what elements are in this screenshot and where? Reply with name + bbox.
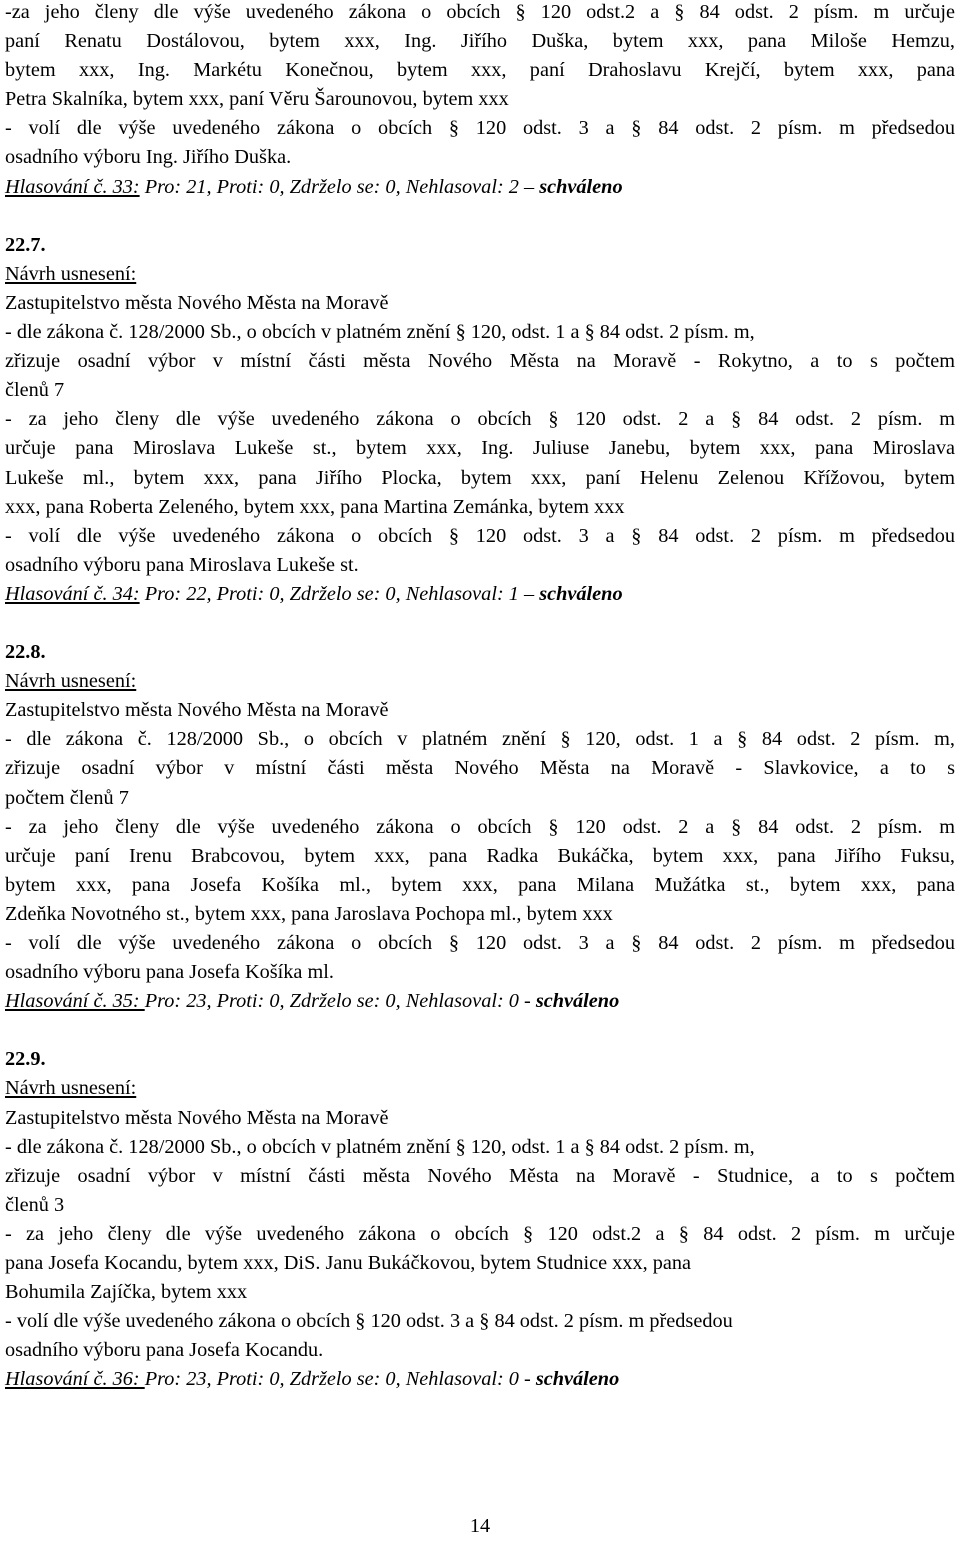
vote-label: Hlasování č. 36: xyxy=(5,1368,145,1391)
text-line: Zastupitelstvo města Nového Města na Moravě xyxy=(5,291,389,314)
text-line: xxx, pana Roberta Zeleného, bytem xxx, pana Martina Zemánka, bytem xxx xyxy=(5,495,625,518)
text-line: osadního výboru pana Josefa Kocandu. xyxy=(5,1339,324,1362)
text-line: - dle zákona č. 128/2000 Sb., o obcích v platném znění § 120, odst. 1 a § 84 odst. 2 písm. m, xyxy=(5,1135,755,1158)
text-line: pana Josefa Kocandu, bytem xxx, DiS. Janu Bukáčkovou, bytem Studnice xxx, pana xyxy=(5,1252,692,1275)
section-number: 22.9. xyxy=(5,1048,46,1071)
proposal-label: Návrh usnesení: xyxy=(5,1077,137,1100)
text-line: Zastupitelstvo města Nového Města na Moravě xyxy=(5,1106,389,1129)
vote-result xyxy=(5,987,955,1016)
vote-label: Hlasování č. 33: xyxy=(5,175,140,198)
vote-label: Hlasování č. 35: xyxy=(5,990,145,1013)
resolution-section xyxy=(5,638,955,1016)
text-line: určuje pana Miroslava Lukeše st., bytem xxx, Ing. Juliuse Janebu, bytem xxx, pana Miroslava xyxy=(5,437,955,460)
document-page xyxy=(5,0,955,1395)
vote-label: Hlasování č. 34: xyxy=(5,582,140,605)
text-line: členů 3 xyxy=(5,1193,65,1216)
text-line: - volí dle výše uvedeného zákona o obcích § 120 odst. 3 a § 84 odst. 2 písm. m předsedou xyxy=(5,117,955,140)
text-line: členů 7 xyxy=(5,379,65,402)
vote-outcome: schváleno xyxy=(539,175,623,198)
page-number: 14 xyxy=(469,1515,491,1537)
resolution-section xyxy=(5,231,955,609)
text-line: - dle zákona č. 128/2000 Sb., o obcích v platném znění § 120, odst. 1 a § 84 odst. 2 písm. m, xyxy=(5,321,755,344)
text-line: bytem xxx, Ing. Markétu Konečnou, bytem xxx, paní Drahoslavu Krejčí, bytem xxx, pana xyxy=(5,59,955,82)
text-line: - za jeho členy dle výše uvedeného zákona o obcích § 120 odst. 2 a § 84 odst. 2 písm. m xyxy=(5,408,955,431)
text-line: Petra Skalníka, bytem xxx, paní Věru Šarounovou, bytem xxx xyxy=(5,88,509,111)
text-line: Lukeše ml., bytem xxx, pana Jiřího Plocka, bytem xxx, paní Helenu Zelenou Křížovou, bytem xyxy=(5,466,955,489)
spacer xyxy=(5,202,955,231)
text-line: zřizuje osadní výbor v místní části města Nového Města na Moravě - Rokytno, a to s počtem xyxy=(5,350,955,373)
text-line: -za jeho členy dle výše uvedeného zákona o obcích § 120 odst.2 a § 84 odst. 2 písm. m určuje xyxy=(5,1,955,23)
vote-outcome: schváleno xyxy=(535,990,620,1013)
text-line: určuje paní Irenu Brabcovou, bytem xxx, pana Radka Bukáčka, bytem xxx, pana Jiřího Fuksu, xyxy=(5,844,955,867)
text-line: zřizuje osadní výbor v místní části města Nového Města na Moravě - Studnice, a to s počtem xyxy=(5,1164,955,1187)
section-number: 22.8. xyxy=(5,641,46,664)
text-line: zřizuje osadní výbor v místní části města Nového Města na Moravě - Slavkovice, a to s xyxy=(5,757,955,780)
vote-outcome: schváleno xyxy=(535,1368,620,1391)
text-line: počtem členů 7 xyxy=(5,786,129,809)
text-line: osadního výboru Ing. Jiřího Duška. xyxy=(5,146,292,169)
vote-counts: Pro: 23, Proti: 0, Zdrželo se: 0, Nehlasoval: 0 - xyxy=(144,1368,536,1391)
text-line: Zdeňka Novotného st., bytem xxx, pana Jaroslava Pochopa ml., bytem xxx xyxy=(5,902,613,925)
vote-counts: Pro: 21, Proti: 0, Zdrželo se: 0, Nehlasoval: 2 – xyxy=(139,175,540,198)
text-line: osadního výboru pana Miroslava Lukeše st. xyxy=(5,553,359,576)
proposal-label: Návrh usnesení: xyxy=(5,262,137,285)
text-line: paní Renatu Dostálovou, bytem xxx, Ing. Jiřího Duška, bytem xxx, pana Miloše Hemzu, xyxy=(5,30,955,53)
text-line: - dle zákona č. 128/2000 Sb., o obcích v platném znění § 120, odst. 1 a § 84 odst. 2 písm. m, xyxy=(5,728,955,751)
text-line: bytem xxx, pana Josefa Košíka ml., bytem xxx, pana Milana Mužátka st., bytem xxx, pana xyxy=(5,873,955,896)
text-line: osadního výboru pana Josefa Košíka ml. xyxy=(5,961,334,984)
section-number: 22.7. xyxy=(5,233,46,256)
vote-result xyxy=(5,1365,955,1394)
spacer xyxy=(5,1016,955,1045)
vote-counts: Pro: 22, Proti: 0, Zdrželo se: 0, Nehlasoval: 1 – xyxy=(139,582,540,605)
resolution-section xyxy=(5,1045,955,1394)
vote-result xyxy=(5,173,955,202)
vote-counts: Pro: 23, Proti: 0, Zdrželo se: 0, Nehlasoval: 0 - xyxy=(144,990,536,1013)
text-line: - za jeho členy dle výše uvedeného zákona o obcích § 120 odst. 2 a § 84 odst. 2 písm. m xyxy=(5,815,955,838)
text-line: - za jeho členy dle výše uvedeného zákona o obcích § 120 odst.2 a § 84 odst. 2 písm. m určuje xyxy=(5,1222,955,1245)
text-line: - volí dle výše uvedeného zákona o obcích § 120 odst. 3 a § 84 odst. 2 písm. m předsedou xyxy=(5,932,955,954)
vote-result xyxy=(5,580,955,609)
continuation-block xyxy=(5,0,955,202)
text-line: Zastupitelstvo města Nového Města na Moravě xyxy=(5,699,389,722)
proposal-label: Návrh usnesení: xyxy=(5,670,137,693)
vote-outcome: schváleno xyxy=(539,582,623,605)
spacer xyxy=(5,609,955,638)
text-line: Bohumila Zajíčka, bytem xxx xyxy=(5,1281,248,1304)
text-line: - volí dle výše uvedeného zákona o obcích § 120 odst. 3 a § 84 odst. 2 písm. m předsedou xyxy=(5,1310,733,1333)
text-line: - volí dle výše uvedeného zákona o obcích § 120 odst. 3 a § 84 odst. 2 písm. m předsedou xyxy=(5,524,955,547)
